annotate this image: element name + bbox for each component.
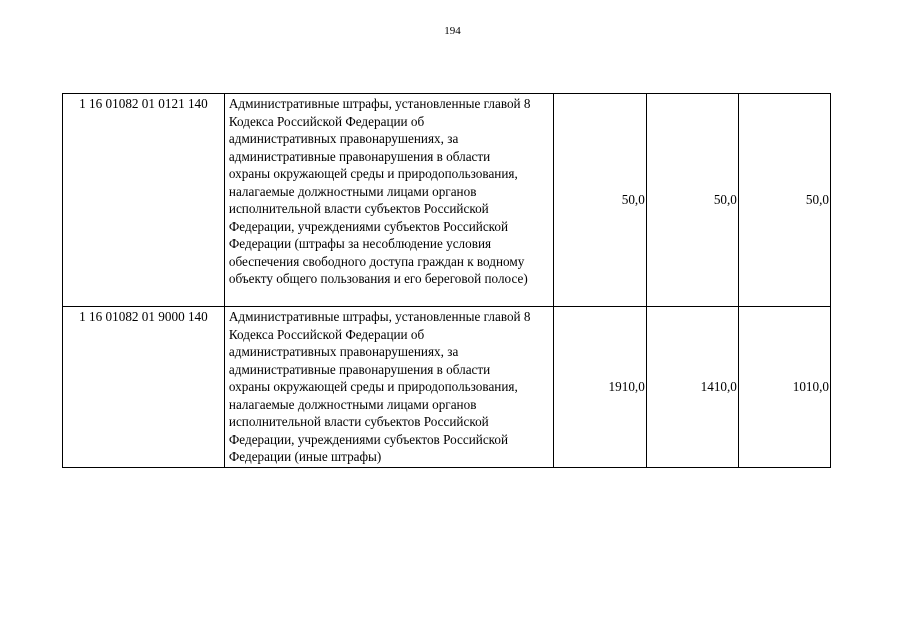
description-line: административных правонарушениях, за xyxy=(228,131,459,146)
description-line: Кодекса Российской Федерации об xyxy=(228,113,425,129)
description-line: налагаемые должностными лицами органов xyxy=(228,396,477,412)
description-cell xyxy=(224,307,553,468)
amount-cell-year-2: 1410,0 xyxy=(646,307,738,468)
table-row xyxy=(63,94,831,307)
description-line: Административные штрафы, установленные главой 8 xyxy=(228,96,531,111)
description-line: охраны окружающей среды и природопользования, xyxy=(228,166,518,181)
description-line: административные правонарушения в области xyxy=(228,361,491,377)
description-cell xyxy=(224,94,553,307)
page-number: 194 xyxy=(444,25,461,37)
description-line: Федерации (штрафы за несоблюдение условия xyxy=(228,236,492,251)
amount-cell-year-1: 1910,0 xyxy=(553,307,646,468)
description-line: обеспечения свободного доступа граждан к водному xyxy=(228,253,525,269)
description-line: исполнительной власти субъектов Российской xyxy=(228,201,489,216)
description-line: исполнительной власти субъектов Российской xyxy=(228,414,489,429)
revenue-code-cell: 1 16 01082 01 9000 140 xyxy=(63,307,225,468)
budget-table xyxy=(62,93,831,468)
description-line: налагаемые должностными лицами органов xyxy=(228,183,477,199)
table-body xyxy=(63,94,831,468)
description-line: Федерации, учреждениями субъектов Российской xyxy=(228,218,509,234)
description-line: административных правонарушениях, за xyxy=(228,344,459,359)
description-line: Административные штрафы, установленные главой 8 xyxy=(228,309,531,324)
amount-cell-year-3: 50,0 xyxy=(738,94,830,307)
description-line: охраны окружающей среды и природопользования, xyxy=(228,379,518,394)
description-line: Федерации, учреждениями субъектов Российской xyxy=(228,431,509,447)
description-line: Федерации (иные штрафы) xyxy=(228,449,382,464)
table-row xyxy=(63,307,831,468)
description-line: объекту общего пользования и его береговой полосе) xyxy=(228,271,528,286)
revenue-code-cell: 1 16 01082 01 0121 140 xyxy=(63,94,225,307)
description-line: административные правонарушения в области xyxy=(228,148,491,164)
description-line: Кодекса Российской Федерации об xyxy=(228,326,425,342)
amount-cell-year-2: 50,0 xyxy=(646,94,738,307)
amount-cell-year-1: 50,0 xyxy=(553,94,646,307)
amount-cell-year-3: 1010,0 xyxy=(738,307,830,468)
